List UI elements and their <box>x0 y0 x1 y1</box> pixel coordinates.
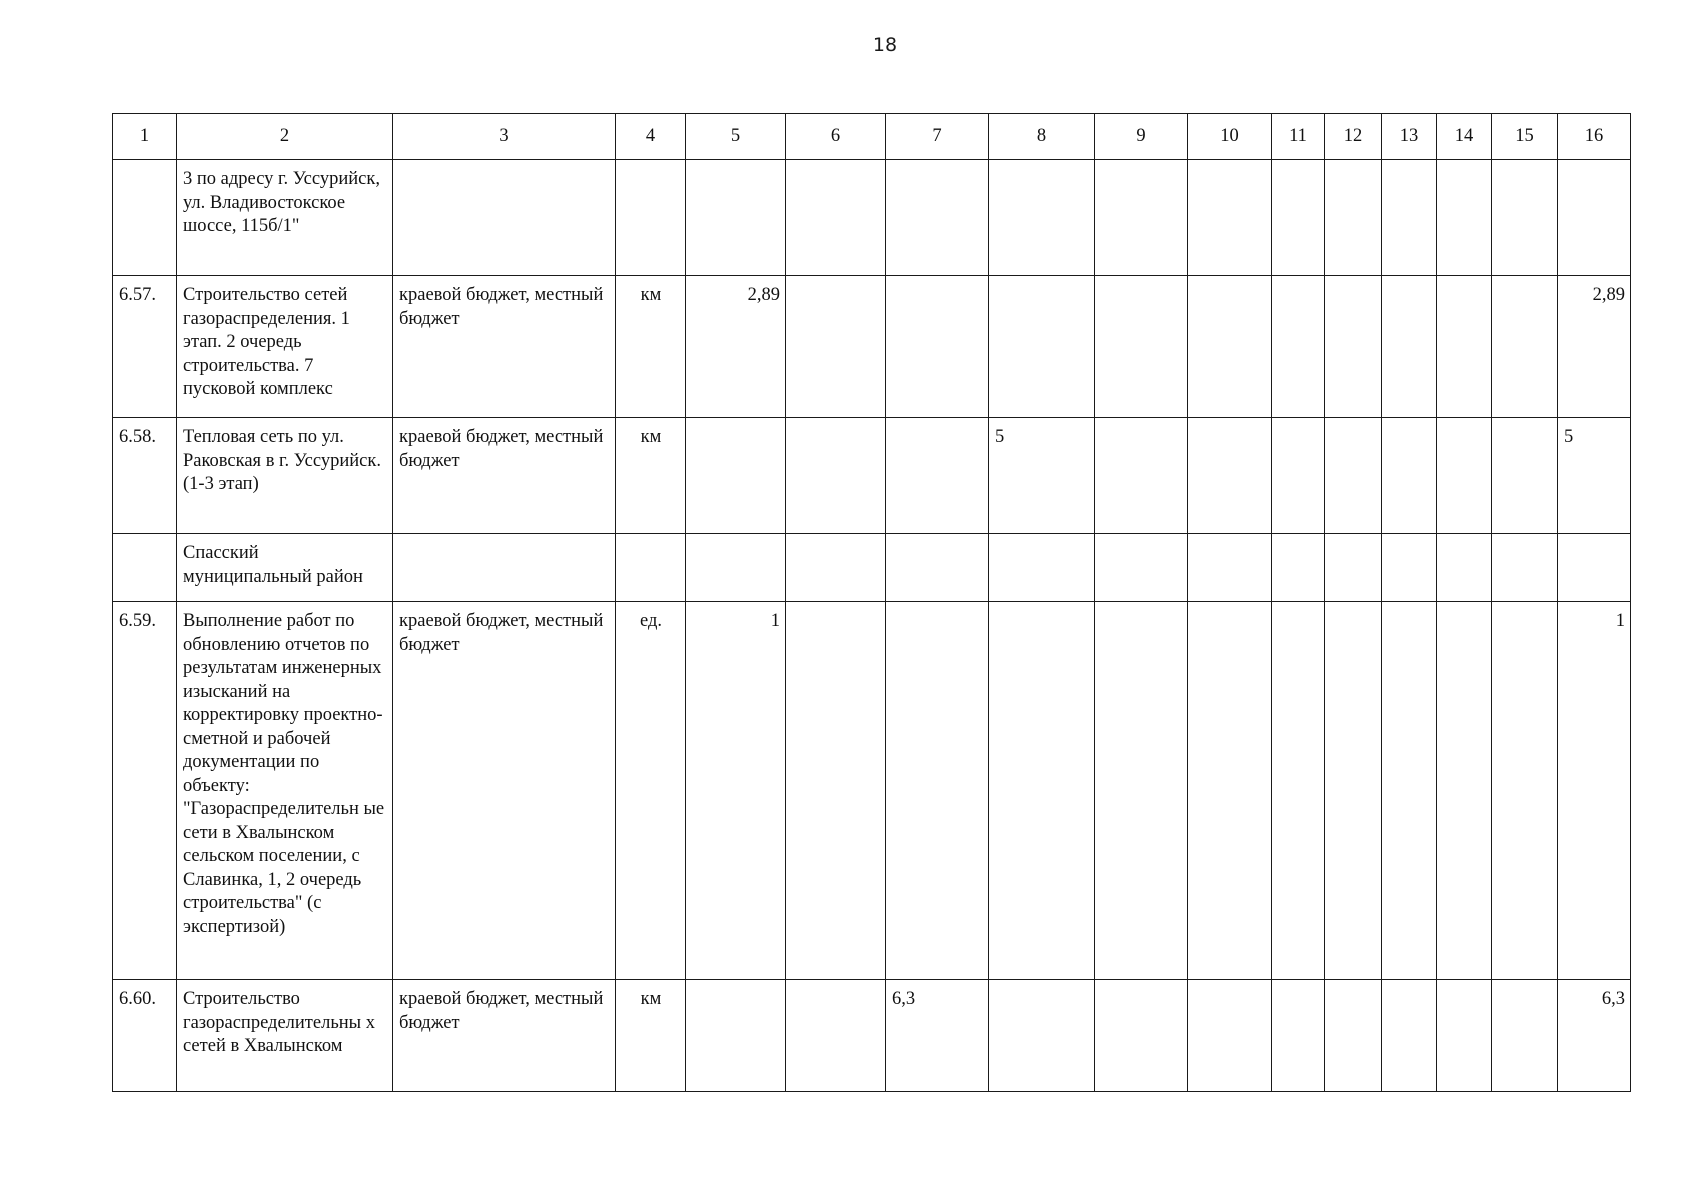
value-col-8 <box>989 980 1095 1092</box>
value-col-8 <box>989 160 1095 276</box>
value-col-10 <box>1188 276 1272 418</box>
column-header: 6 <box>786 114 886 160</box>
unit: км <box>616 276 686 418</box>
column-header: 15 <box>1492 114 1558 160</box>
value-col-8 <box>989 602 1095 980</box>
unit <box>616 534 686 602</box>
value-col-14 <box>1437 276 1492 418</box>
value-col-6 <box>786 160 886 276</box>
column-header: 4 <box>616 114 686 160</box>
value-col-11 <box>1272 534 1325 602</box>
column-header: 14 <box>1437 114 1492 160</box>
value-col-12 <box>1325 418 1382 534</box>
value-col-9 <box>1095 980 1188 1092</box>
value-col-11 <box>1272 160 1325 276</box>
value-col-14 <box>1437 418 1492 534</box>
value-col-9 <box>1095 534 1188 602</box>
item-number: 6.59. <box>113 602 177 980</box>
column-header: 8 <box>989 114 1095 160</box>
value-col-7: 6,3 <box>886 980 989 1092</box>
table-row <box>113 160 1631 276</box>
value-col-13 <box>1382 160 1437 276</box>
value-col-15 <box>1492 160 1558 276</box>
value-col-15 <box>1492 602 1558 980</box>
column-header: 3 <box>393 114 616 160</box>
value-col-8 <box>989 276 1095 418</box>
section-title: Спасский муниципальный район <box>177 534 393 602</box>
value-col-11 <box>1272 418 1325 534</box>
unit <box>616 160 686 276</box>
value-col-11 <box>1272 602 1325 980</box>
value-col-11 <box>1272 276 1325 418</box>
value-col-9 <box>1095 418 1188 534</box>
value-col-5 <box>686 160 786 276</box>
value-col-16: 1 <box>1558 602 1631 980</box>
column-header: 7 <box>886 114 989 160</box>
value-col-16 <box>1558 160 1631 276</box>
value-col-10 <box>1188 980 1272 1092</box>
column-header: 13 <box>1382 114 1437 160</box>
funding-source <box>393 160 616 276</box>
column-header: 16 <box>1558 114 1631 160</box>
value-col-5 <box>686 980 786 1092</box>
value-col-10 <box>1188 602 1272 980</box>
column-header: 9 <box>1095 114 1188 160</box>
unit: км <box>616 980 686 1092</box>
value-col-6 <box>786 602 886 980</box>
item-number: 6.58. <box>113 418 177 534</box>
value-col-7 <box>886 418 989 534</box>
value-col-9 <box>1095 602 1188 980</box>
item-number <box>113 534 177 602</box>
value-col-7 <box>886 602 989 980</box>
value-col-14 <box>1437 980 1492 1092</box>
value-col-16: 6,3 <box>1558 980 1631 1092</box>
value-col-5: 1 <box>686 602 786 980</box>
value-col-14 <box>1437 160 1492 276</box>
value-col-16 <box>1558 534 1631 602</box>
value-col-13 <box>1382 276 1437 418</box>
value-col-7 <box>886 276 989 418</box>
value-col-5 <box>686 534 786 602</box>
value-col-16: 2,89 <box>1558 276 1631 418</box>
funding-source: краевой бюджет, местный бюджет <box>393 602 616 980</box>
column-number-row <box>113 114 1631 160</box>
value-col-13 <box>1382 418 1437 534</box>
item-number <box>113 160 177 276</box>
value-col-11 <box>1272 980 1325 1092</box>
column-header: 12 <box>1325 114 1382 160</box>
value-col-12 <box>1325 276 1382 418</box>
value-col-14 <box>1437 602 1492 980</box>
funding-source: краевой бюджет, местный бюджет <box>393 418 616 534</box>
value-col-15 <box>1492 534 1558 602</box>
value-col-13 <box>1382 534 1437 602</box>
program-table <box>112 113 1631 1092</box>
value-col-12 <box>1325 980 1382 1092</box>
value-col-8 <box>989 534 1095 602</box>
value-col-6 <box>786 418 886 534</box>
item-number: 6.57. <box>113 276 177 418</box>
item-name: Тепловая сеть по ул. Раковская в г. Уссурийск. (1-3 этап) <box>177 418 393 534</box>
table-row <box>113 418 1631 534</box>
value-col-15 <box>1492 980 1558 1092</box>
item-name: 3 по адресу г. Уссурийск, ул. Владивостокское шоссе, 115б/1" <box>177 160 393 276</box>
funding-source: краевой бюджет, местный бюджет <box>393 276 616 418</box>
value-col-12 <box>1325 534 1382 602</box>
value-col-15 <box>1492 276 1558 418</box>
value-col-16: 5 <box>1558 418 1631 534</box>
value-col-12 <box>1325 602 1382 980</box>
funding-source: краевой бюджет, местный бюджет <box>393 980 616 1092</box>
item-name: Выполнение работ по обновлению отчетов по результатам инженерных изысканий на корректировку проектно-сметной и рабочей документации по объекту: "Газораспределительн ые сети в Хвалынском сельском поселении, с Славинка, 1, 2 очередь строительства" (с экспертизой) <box>177 602 393 980</box>
value-col-8: 5 <box>989 418 1095 534</box>
value-col-6 <box>786 276 886 418</box>
unit: ед. <box>616 602 686 980</box>
table-row <box>113 980 1631 1092</box>
section-row <box>113 534 1631 602</box>
page-number: 18 <box>872 34 898 56</box>
value-col-9 <box>1095 160 1188 276</box>
value-col-12 <box>1325 160 1382 276</box>
unit: км <box>616 418 686 534</box>
item-name: Строительство сетей газораспределения. 1 этап. 2 очередь строительства. 7 пусковой комплекс <box>177 276 393 418</box>
value-col-5: 2,89 <box>686 276 786 418</box>
value-col-14 <box>1437 534 1492 602</box>
column-header: 5 <box>686 114 786 160</box>
column-header: 2 <box>177 114 393 160</box>
value-col-13 <box>1382 980 1437 1092</box>
column-header: 11 <box>1272 114 1325 160</box>
table-row <box>113 276 1631 418</box>
value-col-9 <box>1095 276 1188 418</box>
item-number: 6.60. <box>113 980 177 1092</box>
value-col-13 <box>1382 602 1437 980</box>
value-col-7 <box>886 534 989 602</box>
value-col-7 <box>886 160 989 276</box>
column-header: 10 <box>1188 114 1272 160</box>
value-col-15 <box>1492 418 1558 534</box>
column-header: 1 <box>113 114 177 160</box>
value-col-5 <box>686 418 786 534</box>
value-col-10 <box>1188 534 1272 602</box>
value-col-6 <box>786 534 886 602</box>
value-col-10 <box>1188 160 1272 276</box>
item-name: Строительство газораспределительны х сетей в Хвалынском <box>177 980 393 1092</box>
value-col-10 <box>1188 418 1272 534</box>
funding-source <box>393 534 616 602</box>
value-col-6 <box>786 980 886 1092</box>
table-row <box>113 602 1631 980</box>
